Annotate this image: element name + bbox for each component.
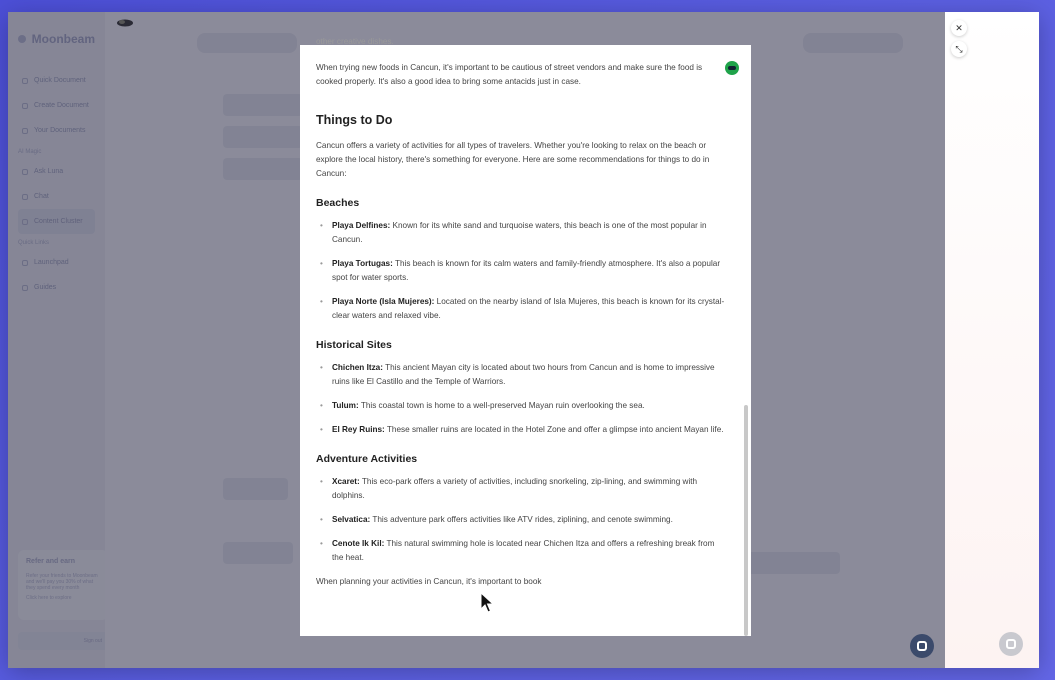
list-item: • Playa Tortugas: This beach is known for its calm waters and family-friendly atmosphere. It's also a popular spot for water sports. (332, 257, 728, 285)
close-button[interactable]: ✕ (951, 20, 967, 36)
right-panel (945, 12, 1039, 668)
list-item: • Playa Delfines: Known for its white sand and turquoise waters, this beach is one of the most popular in Cancun. (332, 219, 728, 247)
list-item: • El Rey Ruins: These smaller ruins are located in the Hotel Zone and offer a glimpse into ancient Mayan life. (332, 423, 728, 437)
chat-icon (917, 641, 927, 651)
modal-scrollbar-thumb[interactable] (744, 405, 748, 636)
things-to-do-heading: Things to Do (316, 113, 393, 127)
chat-launcher-button[interactable] (910, 634, 934, 658)
beaches-list (316, 219, 728, 323)
list-item: • Playa Norte (Isla Mujeres): Located on the nearby island of Isla Mujeres, this beach is known for its crystal-clear waters and relaxed vibe. (332, 295, 728, 323)
document-preview-modal (300, 37, 751, 636)
list-item: • Cenote Ik Kil: This natural swimming hole is located near Chichen Itza and offers a refreshing break from the heat. (332, 537, 728, 565)
list-item: • Chichen Itza: This ancient Mayan city is located about two hours from Cancun and is home to impressive ruins like El Castillo and the Temple of Warriors. (332, 361, 728, 389)
list-item: • Tulum: This coastal town is home to a well-preserved Mayan ruin overlooking the sea. (332, 399, 728, 413)
grammar-assistant-icon[interactable] (725, 61, 739, 75)
adventure-activities-heading: Adventure Activities (316, 453, 418, 465)
historical-sites-heading: Historical Sites (316, 339, 392, 351)
chat-icon (1006, 639, 1016, 649)
adventure-list (316, 475, 728, 565)
closing-paragraph: When planning your activities in Cancun, it's important to book (316, 577, 542, 586)
list-item: • Xcaret: This eco-park offers a variety of activities, including snorkeling, zip-lining, and swimming with dolphins. (332, 475, 728, 503)
list-item: • Selvatica: This adventure park offers activities like ATV rides, ziplining, and cenote swimming. (332, 513, 728, 527)
chat-launcher-button-secondary[interactable] (999, 632, 1023, 656)
mouse-cursor-icon (480, 592, 494, 614)
moonbeam-logo-icon (116, 18, 134, 28)
food-tip-paragraph: When trying new foods in Cancun, it's important to be cautious of street vendors and make sure the food is cooked properly. It's also a good idea to bring some antacids just in case. (316, 63, 703, 86)
things-intro-paragraph: Cancun offers a variety of activities for all types of travelers. Whether you're looking to relax on the beach or explore the local history, there's something for everyone. Here are some recommendations for things to do in Cancun: (316, 141, 710, 178)
historical-list (316, 361, 728, 437)
expand-button[interactable]: ⤡ (951, 41, 967, 57)
beaches-heading: Beaches (316, 197, 360, 209)
modal-content (316, 35, 728, 589)
intro-cut-text: other creative dishes. (316, 37, 394, 46)
